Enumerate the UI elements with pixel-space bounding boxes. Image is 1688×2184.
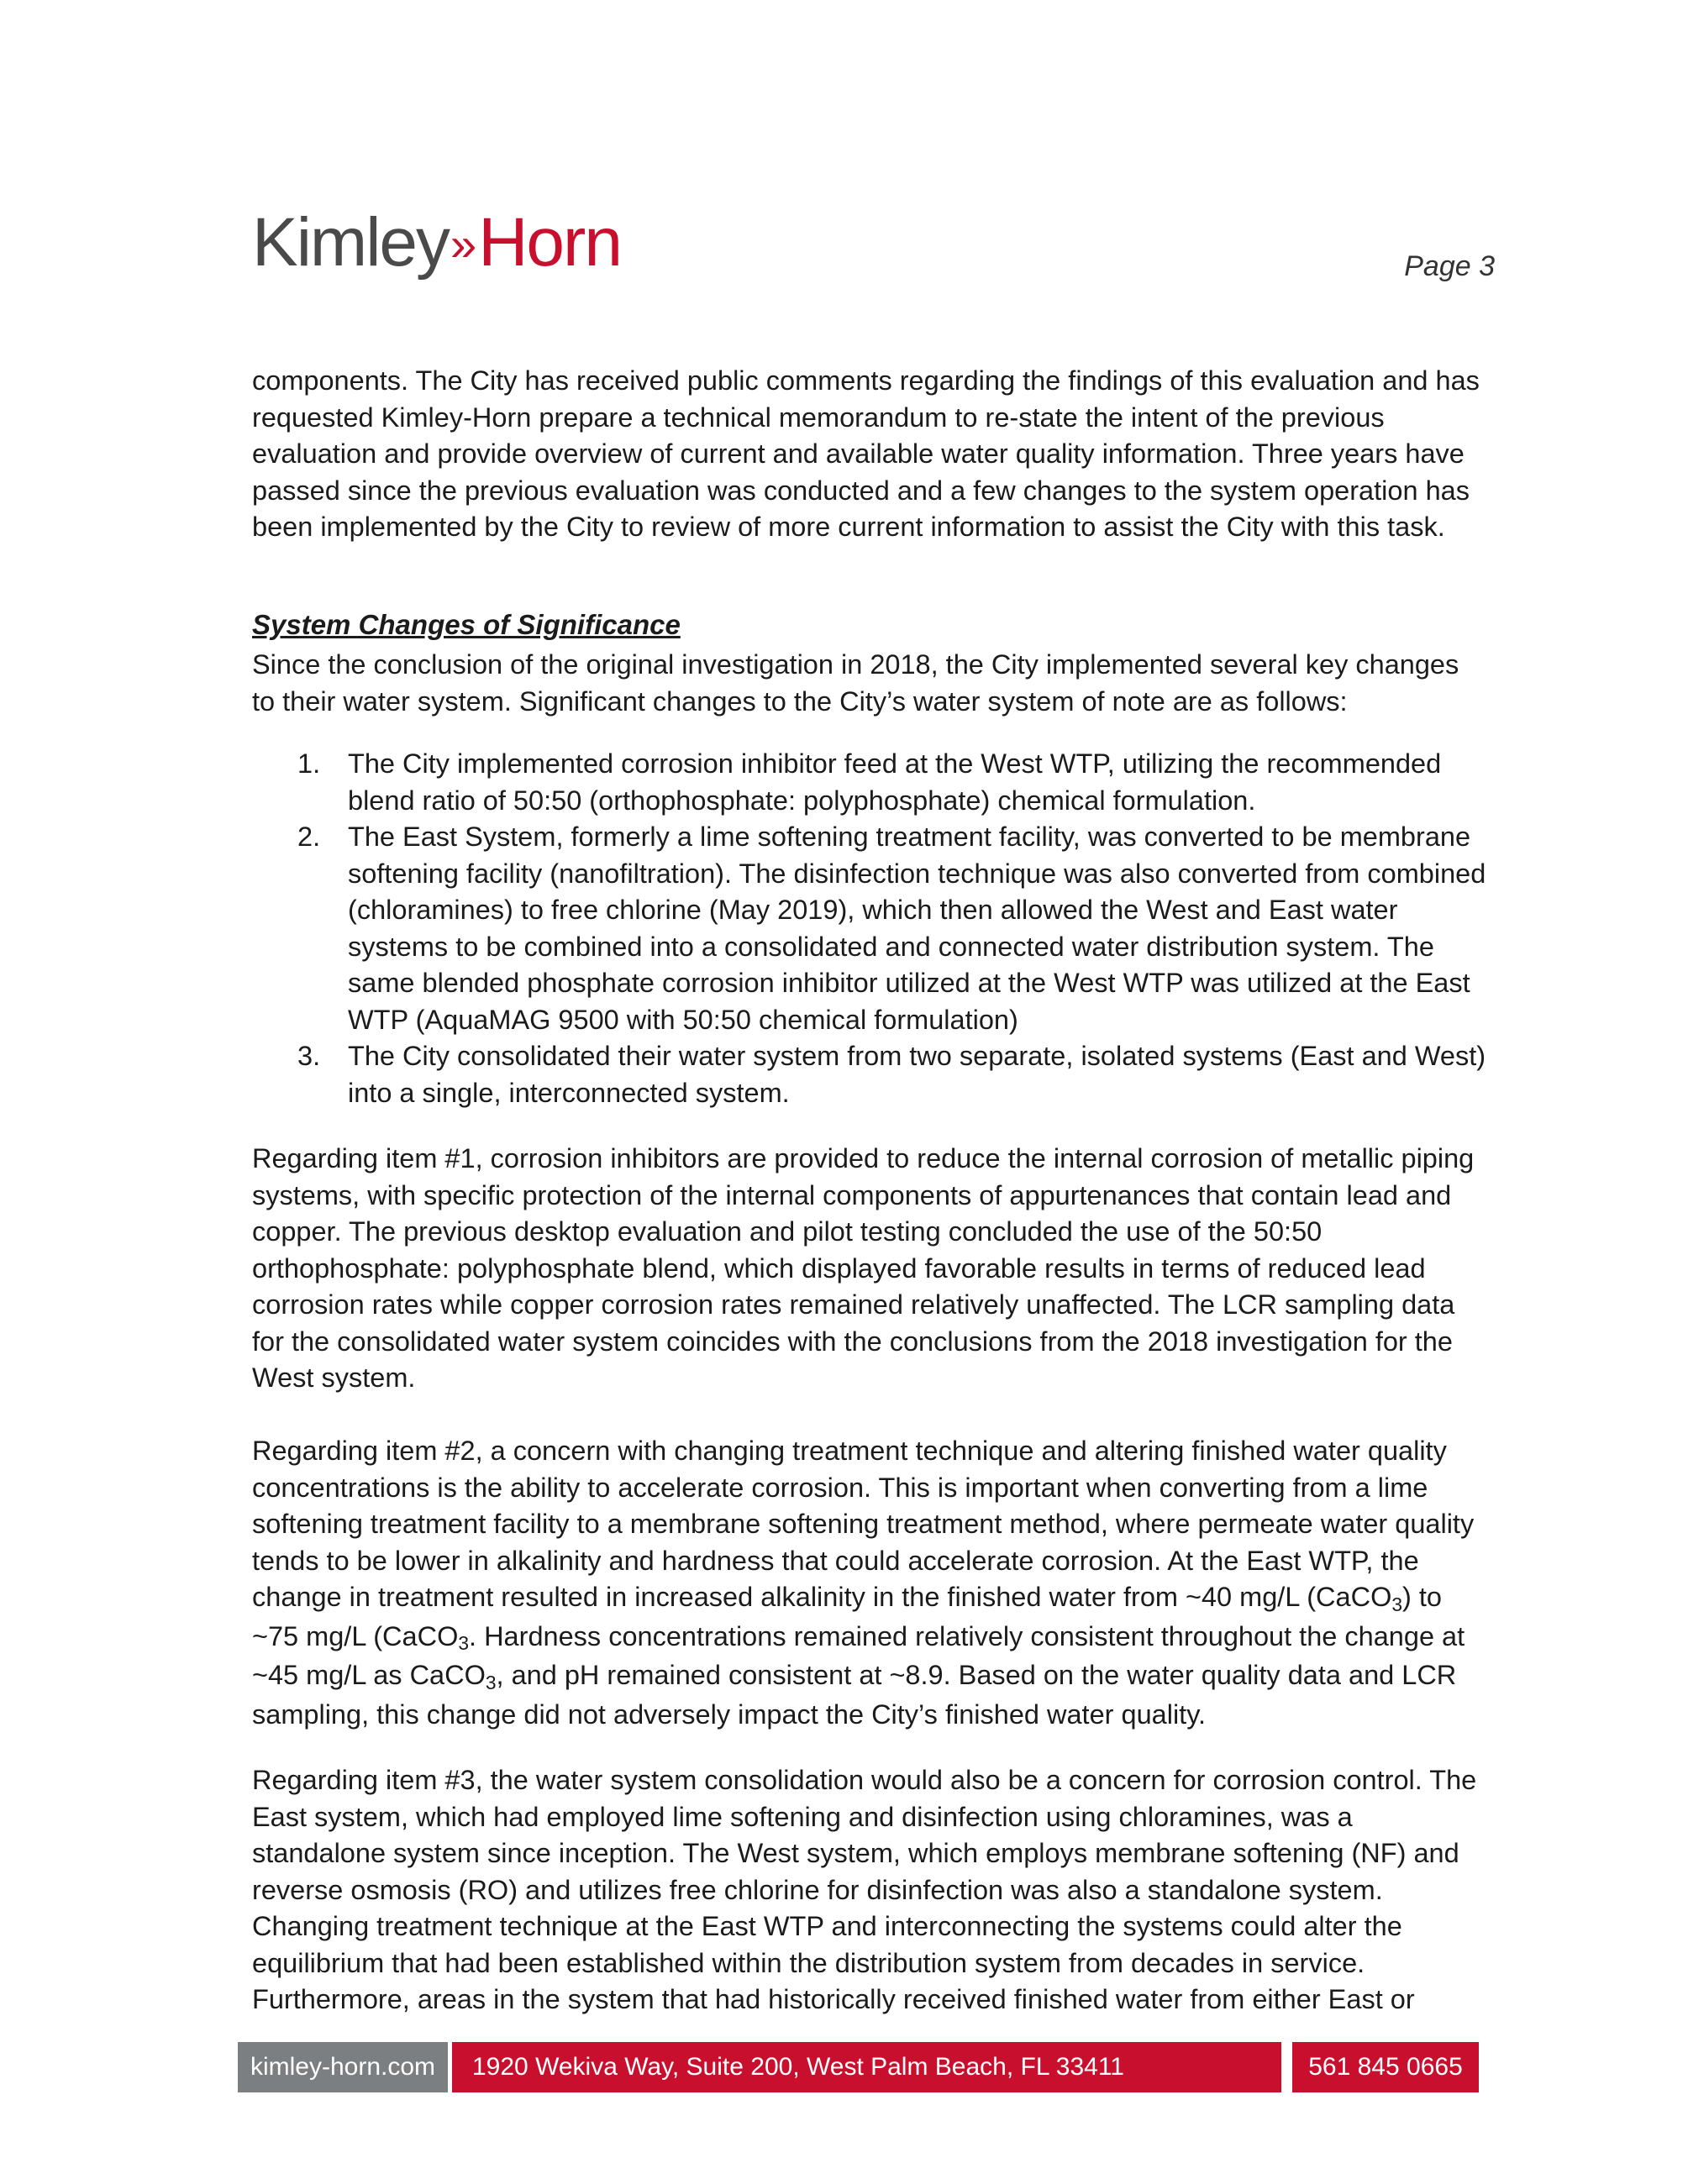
kimley-horn-logo [252,204,621,281]
item2-text-part: , and pH remained consistent at ~8.9. Based on the water quality data and LCR sampling, this change did not adversely impact the City’s finished water quality. [252,1660,1457,1730]
item2-text-part: Regarding item #2, a concern with changing treatment technique and altering finished water quality concentrations is the ability to accelerate corrosion. This is important when converting from a lime softening treatment facility to a membrane softening treatment method, where permeate water quality tends to be lower in alkalinity and hardness that could accelerate corrosion. At the East WTP, the change in treatment resulted in increased alkalinity in the finished water from ~40 mg/L (CaCO [252,1436,1475,1612]
subscript: 3 [1391,1593,1403,1615]
page-number: Page 3 [1404,250,1495,282]
intro-paragraph: components. The City has received public comments regarding the findings of this evaluation and has requested Kimley-Horn prepare a technical memorandum to re-state the intent of the previous evaluation and provide overview of current and available water quality information. Three years have passed since the previous evaluation was conducted and a few changes to the system operation has been implemented by the City to review of more current information to assist the City with this task. [252,365,1480,542]
subscript: 3 [485,1671,497,1693]
changes-list [252,746,1487,1111]
logo-text-horn: Horn [478,204,621,281]
item2-paragraph [252,1433,1487,1733]
subscript: 3 [458,1632,470,1655]
section-intro-paragraph: Since the conclusion of the original investigation in 2018, the City implemented several key changes to their water system. Significant changes to the City’s water system of note are as follows: [252,649,1459,717]
item2-text-part: ) to ~75 mg/L (CaCO [252,1582,1442,1651]
list-item-text: The City implemented corrosion inhibitor feed at the West WTP, utilizing the recommended blend ratio of 50:50 (orthophosphate: polyphosphate) chemical formulation. [348,748,1442,816]
list-item [252,1038,1487,1111]
item1-paragraph: Regarding item #1, corrosion inhibitors are provided to reduce the internal corrosion of metallic piping systems, with specific protection of the internal components of appurtenances that contain lead and copper. The previous desktop evaluation and pilot testing concluded the use of the 50:50 orthophosphate: polyphosphate blend, which displayed favorable results in terms of reduced lead corrosion rates while copper corrosion rates remained relatively unaffected. The LCR sampling data for the consolidated water system coincides with the conclusions from the 2018 investigation for the West system. [252,1143,1475,1393]
list-item-text: The City consolidated their water system from two separate, isolated systems (East and West) into a single, interconnected system. [348,1041,1486,1108]
list-item-number: 2. [297,822,321,852]
section-heading: System Changes of Significance [252,609,681,640]
footer-phone: 561 845 0665 [1292,2042,1479,2092]
logo-text-kimley: Kimley [252,204,450,281]
list-item-text: The East System, formerly a lime softening treatment facility, was converted to be membrane softening facility (nanofiltration). The disinfection technique was also converted from combined (chloramines) to free chlorine (May 2019), which then allowed the West and East water systems to be combined into a consolidated and connected water distribution system. The same blended phosphate corrosion inhibitor utilized at the West WTP was utilized at the East WTP (AquaMAG 9500 with 50:50 chemical formulation) [348,822,1486,1035]
item3-paragraph: Regarding item #3, the water system consolidation would also be a concern for corrosion control. The East system, which had employed lime softening and disinfection using chloramines, was a standalone system since inception. The West system, which employs membrane softening (NF) and reverse osmosis (RO) and utilizes free chlorine for disinfection was also a standalone system. Changing treatment technique at the East WTP and interconnecting the systems could alter the equilibrium that had been established within the distribution system from decades in service. Furthermore, areas in the system that had historically received finished water from either East or [252,1765,1477,2014]
list-item [252,746,1487,819]
logo-arrows-icon: » [450,218,469,270]
list-item [252,819,1487,1038]
footer-address: 1920 Wekiva Way, Suite 200, West Palm Beach, FL 33411 [452,2042,1281,2092]
item2-text-part: . Hardness concentrations remained relatively consistent throughout the change at ~45 mg/L as CaCO [252,1620,1465,1690]
list-item-number: 3. [297,1041,321,1071]
footer-website: kimley-horn.com [238,2042,448,2092]
list-item-number: 1. [297,748,321,779]
